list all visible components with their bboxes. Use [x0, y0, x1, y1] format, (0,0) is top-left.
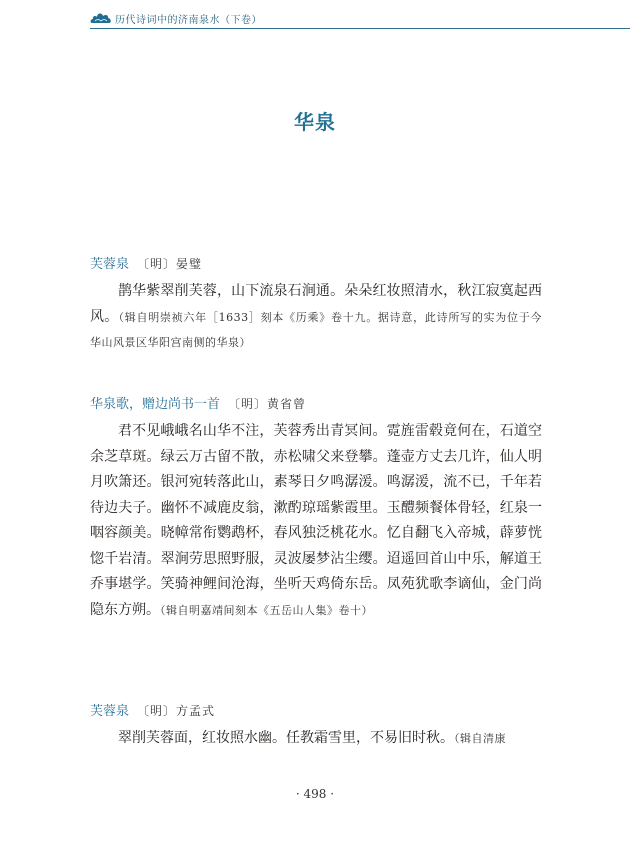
poem-title: 芙蓉泉 [90, 257, 130, 272]
poem-author: 〔明〕晏璧 [137, 257, 203, 271]
poem-author: 〔明〕黄省曾 [228, 397, 307, 411]
poem-source-note: （辑自明嘉靖间刻本《五岳山人集》卷十） [160, 603, 373, 617]
poem-heading [90, 255, 542, 274]
chapter-title: 华泉 [294, 110, 336, 134]
poem-text: 君不见峨峨名山华不注，芙蓉秀出青冥间。霓旌雷毂竟何在，石道空余芝草斑。绿云万古留不散，赤松啸父来登攀。蓬壶方丈去几许，仙人明月吹箫还。银河宛转落此山，素琴日夕鸣潺湲。鸣潺湲，流不已，千年若待边夫子。幽怀不减鹿皮翁，漱酌琼瑶紫霞里。玉醴频餐体骨轻，红泉一咽容颜美。晓幛常衔鹦鹉杯，春风独泛桃花水。忆自翻飞入帝城，薜萝恍惚千岩清。翠涧劳思照野服，灵波屡梦沾尘缨。迢遥回首山中乐，解道王乔事堪学。笑骑神鲤间沧海，坐听天鸡倚东岳。凤苑犹歌李谪仙，金门尚隐东方朔。 [90, 423, 542, 618]
poem-author: 〔明〕方孟式 [137, 704, 216, 718]
poem-title: 芙蓉泉 [90, 704, 130, 719]
page-number: · 498 · [295, 787, 335, 801]
poem-source-note: （辑自清康 [454, 732, 506, 745]
poem-entry [90, 255, 542, 356]
cloud-icon [90, 11, 112, 25]
running-header [90, 9, 262, 27]
poem-entry [90, 702, 542, 752]
poem-body [90, 279, 542, 356]
poem-source-note: （辑自明崇祯六年［1633］刻本《历乘》卷十九。据诗意，此诗所写的实为位于今华山风景区华阳宫南侧的华泉） [90, 310, 543, 349]
poem-body [90, 419, 542, 623]
poem-text: 翠削芙蓉面，红妆照水幽。任教霜雪里，不易旧时秋。 [118, 730, 454, 746]
poem-heading [90, 395, 542, 414]
poem-entry [90, 395, 542, 623]
header-rule [90, 28, 630, 29]
running-title: 历代诗词中的济南泉水（下卷） [115, 14, 262, 26]
poem-title: 华泉歌，赠边尚书一首 [90, 397, 221, 412]
poem-heading [90, 702, 542, 721]
poem-body [90, 726, 542, 752]
poem-text: 鹊华紫翠削芙蓉，山下流泉石涧通。朵朵红妆照清水，秋江寂寞起西风。 [90, 283, 542, 325]
